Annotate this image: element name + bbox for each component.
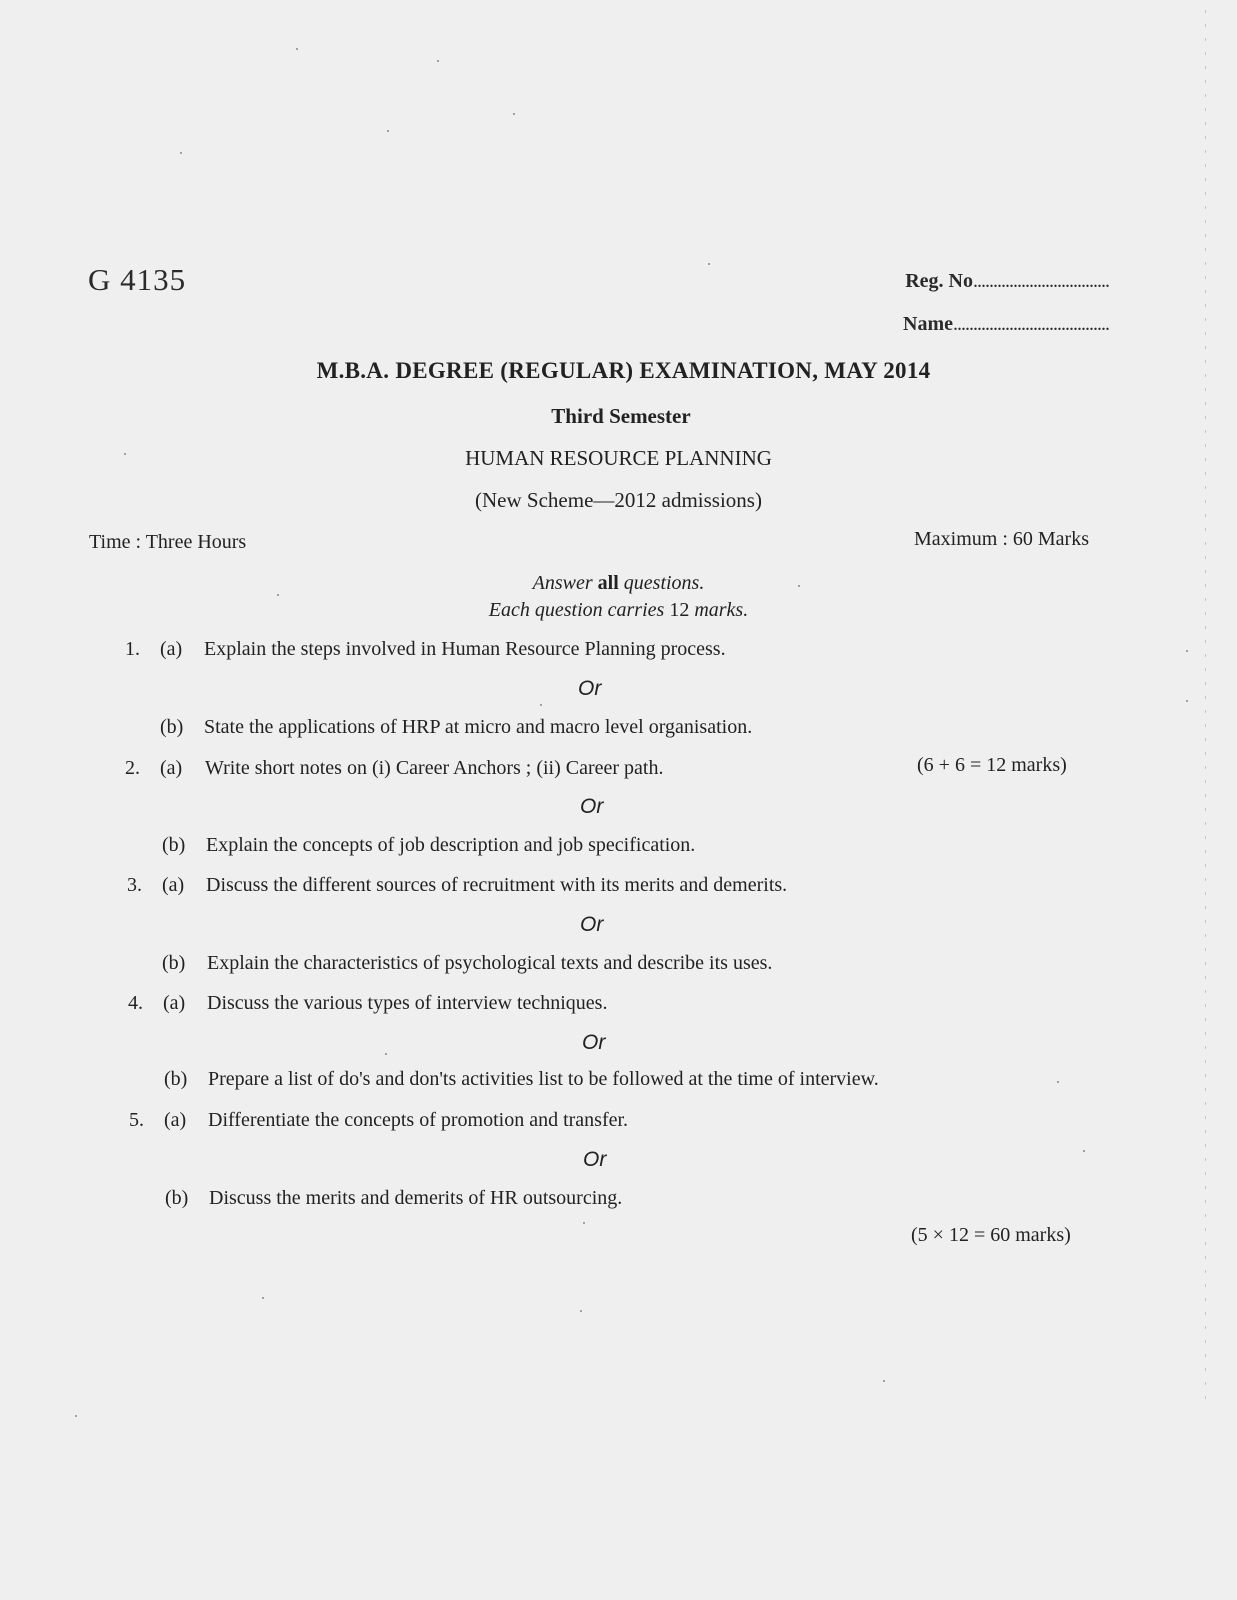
question-text: Explain the characteristics of psychological texts and describe its uses. bbox=[207, 952, 773, 974]
exam-title: M.B.A. DEGREE (REGULAR) EXAMINATION, MAY 2014 bbox=[316, 358, 931, 383]
instruction-number: 12 bbox=[669, 599, 690, 621]
instruction-text: Each question carries bbox=[488, 599, 670, 621]
scan-speck bbox=[1083, 1150, 1085, 1152]
paper-code: G 4135 bbox=[88, 262, 187, 297]
question-number: 2. bbox=[125, 757, 140, 779]
scan-speck bbox=[437, 60, 439, 62]
scan-speck bbox=[385, 1053, 387, 1055]
maximum-marks: Maximum : 60 Marks bbox=[914, 528, 1089, 550]
question-text: Differentiate the concepts of promotion and transfer. bbox=[208, 1109, 629, 1131]
name-dots: ....................................... bbox=[953, 313, 1109, 335]
scan-speck bbox=[262, 1297, 264, 1299]
question-text: Discuss the various types of interview techniques. bbox=[207, 992, 608, 1014]
question-part-label: (b) bbox=[162, 952, 186, 974]
question-part-label: (b) bbox=[160, 716, 184, 738]
question-text: Explain the steps involved in Human Resource Planning process. bbox=[204, 638, 726, 660]
or-separator: Or bbox=[580, 795, 604, 818]
sub-marks: (6 + 6 = 12 marks) bbox=[917, 754, 1067, 776]
scan-speck bbox=[583, 1222, 585, 1224]
scan-speck bbox=[513, 113, 515, 115]
or-separator: Or bbox=[582, 1031, 606, 1054]
scan-speck bbox=[798, 585, 800, 587]
scan-edge-artifact bbox=[1205, 10, 1206, 1410]
scan-speck bbox=[124, 453, 126, 455]
reg-no-label: Reg. No bbox=[905, 270, 973, 292]
or-separator: Or bbox=[580, 913, 604, 936]
question-part-label: (a) bbox=[160, 638, 183, 660]
scan-speck bbox=[1186, 700, 1188, 702]
question-text: Write short notes on (i) Career Anchors ; (ii) Career path. bbox=[205, 757, 664, 779]
scan-speck bbox=[708, 263, 710, 265]
subject-title: HUMAN RESOURCE PLANNING bbox=[465, 446, 772, 470]
reg-no-field bbox=[905, 270, 1109, 293]
question-number: 3. bbox=[127, 874, 142, 896]
instruction-text: marks. bbox=[689, 599, 749, 621]
scan-speck bbox=[883, 1380, 885, 1382]
question-text: Explain the concepts of job description and job specification. bbox=[206, 834, 696, 856]
scan-speck bbox=[580, 1310, 582, 1312]
semester: Third Semester bbox=[551, 404, 691, 428]
scan-speck bbox=[180, 152, 182, 154]
question-part-label: (a) bbox=[162, 874, 185, 896]
scan-speck bbox=[75, 1415, 77, 1417]
name-field bbox=[903, 313, 1109, 336]
instruction-marks bbox=[0, 599, 1237, 622]
time-allowed: Time : Three Hours bbox=[89, 531, 247, 553]
question-part-label: (b) bbox=[165, 1187, 189, 1209]
question-part-label: (b) bbox=[164, 1068, 188, 1090]
question-number: 4. bbox=[128, 992, 143, 1014]
question-text: Prepare a list of do's and don'ts activities list to be followed at the time of interview. bbox=[208, 1068, 879, 1090]
or-separator: Or bbox=[578, 677, 602, 700]
question-part-label: (a) bbox=[160, 757, 183, 779]
instruction-emphasis: all bbox=[597, 572, 619, 594]
question-text: Discuss the merits and demerits of HR outsourcing. bbox=[209, 1187, 623, 1209]
question-number: 1. bbox=[125, 638, 140, 660]
instruction-text: Answer bbox=[532, 572, 598, 594]
scan-speck bbox=[296, 48, 298, 50]
question-text: Discuss the different sources of recruitment with its merits and demerits. bbox=[206, 874, 788, 896]
question-part-label: (a) bbox=[163, 992, 186, 1014]
or-separator: Or bbox=[583, 1148, 607, 1171]
instruction-text: questions. bbox=[618, 572, 705, 594]
question-part-label: (b) bbox=[162, 834, 186, 856]
scan-speck bbox=[277, 594, 279, 596]
total-marks: (5 × 12 = 60 marks) bbox=[911, 1224, 1071, 1246]
question-text: State the applications of HRP at micro and macro level organisation. bbox=[204, 716, 753, 738]
scan-speck bbox=[1057, 1081, 1059, 1083]
name-label: Name bbox=[903, 313, 953, 335]
question-number: 5. bbox=[129, 1109, 144, 1131]
scan-speck bbox=[1186, 650, 1188, 652]
scheme: (New Scheme—2012 admissions) bbox=[475, 488, 762, 512]
question-part-label: (a) bbox=[164, 1109, 187, 1131]
instruction-answer-all bbox=[0, 572, 1237, 595]
scan-speck bbox=[387, 130, 389, 132]
reg-no-dots: .................................. bbox=[973, 270, 1109, 292]
scan-speck bbox=[540, 704, 542, 706]
